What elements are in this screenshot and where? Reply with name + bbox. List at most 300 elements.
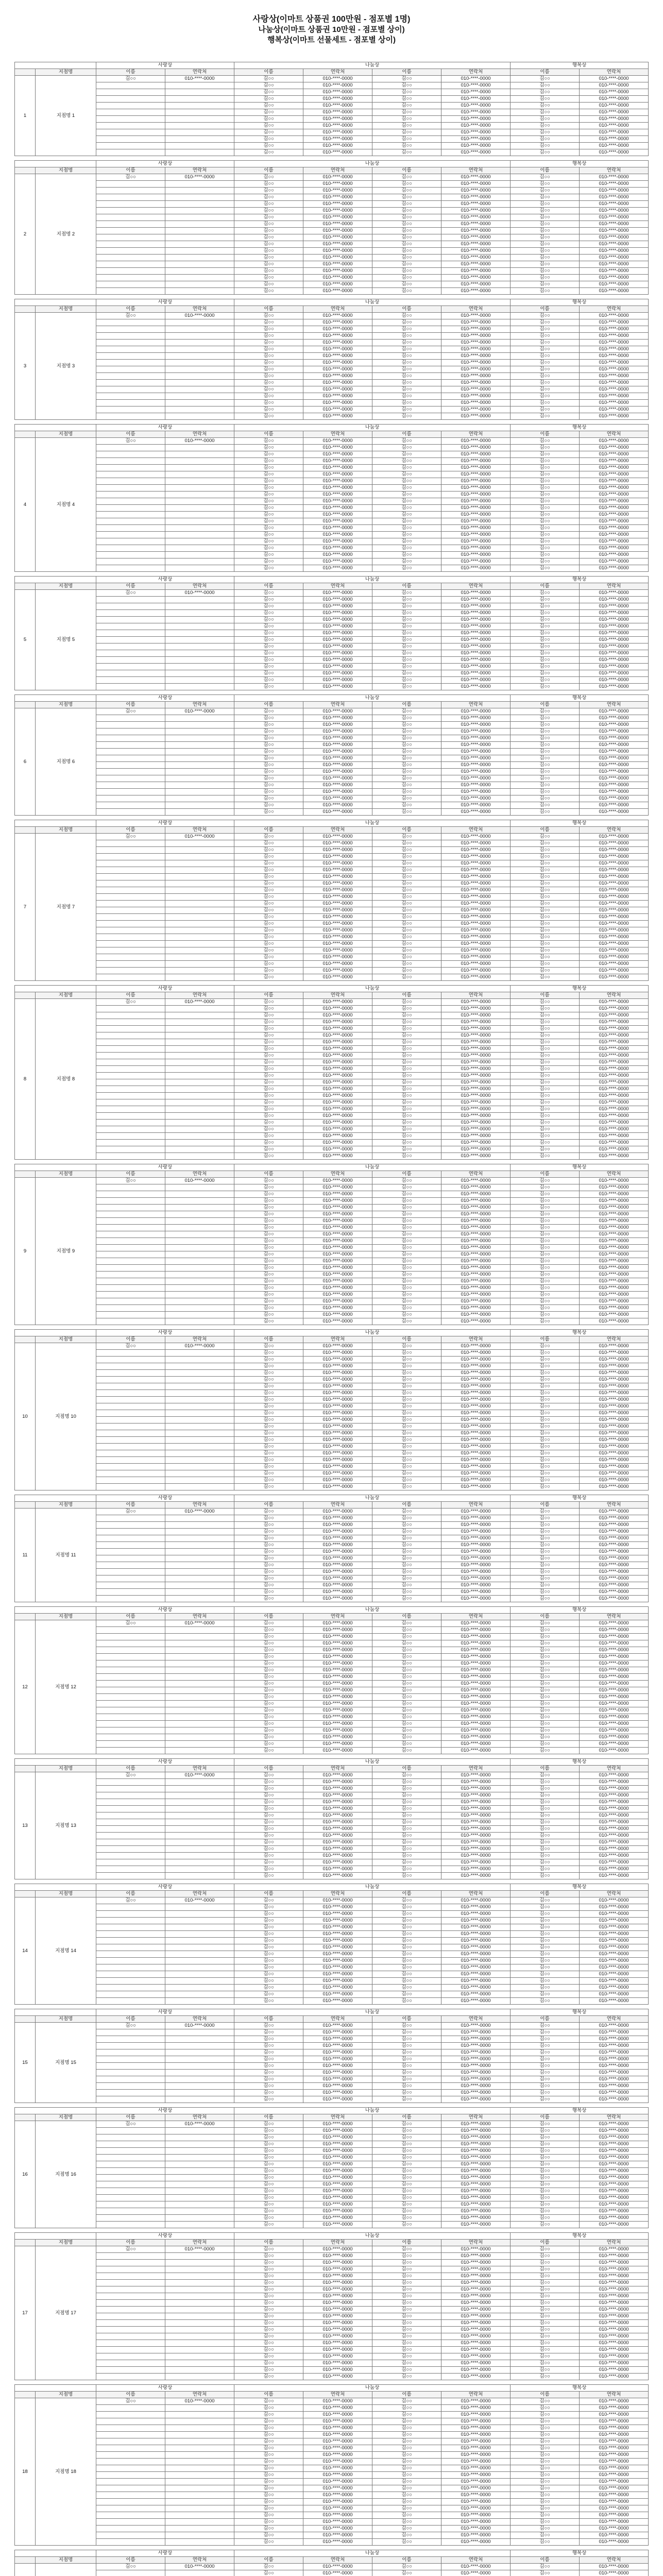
winner-phone: 010-****-0000 <box>303 326 372 333</box>
winner-name <box>96 2181 165 2188</box>
section-region: 지점명 10 <box>36 1343 96 1490</box>
winner-phone <box>165 860 234 867</box>
winner-phone: 010-****-0000 <box>580 1006 649 1012</box>
winner-name <box>96 2320 165 2327</box>
winner-phone: 010-****-0000 <box>580 143 649 149</box>
winner-phone: 010-****-0000 <box>303 1457 372 1464</box>
winner-name <box>96 275 165 281</box>
winner-phone <box>165 1285 234 1292</box>
table-row <box>15 1681 649 1687</box>
table-row <box>15 921 649 927</box>
winner-name: 김○○ <box>234 1039 303 1046</box>
table-row <box>15 2333 649 2340</box>
col-header-name: 이름 <box>372 167 441 174</box>
winner-phone <box>165 755 234 762</box>
winner-name: 김○○ <box>511 512 580 518</box>
winner-phone: 010-****-0000 <box>303 1272 372 1278</box>
table-row <box>15 1126 649 1133</box>
winner-phone: 010-****-0000 <box>580 1146 649 1153</box>
winner-name: 김○○ <box>372 326 441 333</box>
winner-name <box>96 1687 165 1694</box>
winner-name <box>96 1748 165 1754</box>
winner-name <box>96 1099 165 1106</box>
winner-name: 김○○ <box>234 2286 303 2293</box>
col-header-phone: 연락처 <box>165 827 234 834</box>
winner-phone <box>165 485 234 492</box>
winner-name: 김○○ <box>234 518 303 525</box>
winner-phone: 010-****-0000 <box>441 1423 511 1430</box>
winner-name: 김○○ <box>511 749 580 755</box>
winner-phone: 010-****-0000 <box>303 76 372 82</box>
winner-phone: 010-****-0000 <box>303 1866 372 1873</box>
winner-name: 김○○ <box>511 366 580 373</box>
winner-phone: 010-****-0000 <box>441 1146 511 1153</box>
winner-phone: 010-****-0000 <box>441 485 511 492</box>
winner-name <box>96 1120 165 1126</box>
winner-name: 김○○ <box>511 1654 580 1660</box>
winner-phone: 010-****-0000 <box>580 961 649 968</box>
winner-name: 김○○ <box>234 1272 303 1278</box>
group-header-share: 나눔상 <box>234 1759 511 1766</box>
winner-name <box>96 1191 165 1198</box>
winner-name: 김○○ <box>234 255 303 261</box>
winner-name: 김○○ <box>511 1470 580 1477</box>
col-header-name: 이름 <box>234 702 303 708</box>
winner-name: 김○○ <box>511 275 580 281</box>
winner-name <box>96 2374 165 2380</box>
winner-name: 김○○ <box>372 201 441 208</box>
winner-name: 김○○ <box>372 1211 441 1218</box>
col-header-phone: 연락처 <box>580 431 649 438</box>
winner-phone: 010-****-0000 <box>441 1931 511 1938</box>
winner-name: 김○○ <box>372 1634 441 1640</box>
winner-name: 김○○ <box>372 400 441 406</box>
winner-phone <box>165 2155 234 2161</box>
winner-name: 김○○ <box>96 1897 165 1904</box>
winner-phone: 010-****-0000 <box>580 1211 649 1218</box>
winner-phone: 010-****-0000 <box>580 2161 649 2168</box>
winner-phone: 010-****-0000 <box>303 319 372 326</box>
winner-phone: 010-****-0000 <box>441 1377 511 1383</box>
winner-phone <box>165 380 234 386</box>
winner-phone: 010-****-0000 <box>580 1066 649 1073</box>
winner-name: 김○○ <box>234 1026 303 1032</box>
table-row <box>15 2438 649 2445</box>
winner-name: 김○○ <box>372 1727 441 1734</box>
winner-phone: 010-****-0000 <box>580 1099 649 1106</box>
winner-phone <box>165 214 234 221</box>
winner-phone: 010-****-0000 <box>303 1403 372 1410</box>
winner-name: 김○○ <box>511 867 580 874</box>
winner-phone: 010-****-0000 <box>580 1397 649 1403</box>
winner-name <box>96 1211 165 1218</box>
winner-phone: 010-****-0000 <box>441 2499 511 2505</box>
winner-name <box>96 2539 165 2546</box>
winner-phone: 010-****-0000 <box>580 762 649 769</box>
winner-phone: 010-****-0000 <box>303 492 372 498</box>
table-row <box>15 1390 649 1397</box>
winner-phone <box>165 2056 234 2063</box>
group-header-blank <box>15 695 96 702</box>
winner-phone <box>165 386 234 393</box>
winner-phone: 010-****-0000 <box>441 386 511 393</box>
winner-phone: 010-****-0000 <box>580 1734 649 1741</box>
winner-name: 김○○ <box>372 2367 441 2374</box>
table-row <box>15 961 649 968</box>
winner-phone: 010-****-0000 <box>441 174 511 181</box>
winner-phone: 010-****-0000 <box>441 1444 511 1450</box>
winner-name <box>96 373 165 380</box>
winner-name: 김○○ <box>234 894 303 901</box>
table-row <box>15 471 649 478</box>
winner-phone: 010-****-0000 <box>303 174 372 181</box>
table-row <box>15 2168 649 2175</box>
winner-phone: 010-****-0000 <box>303 670 372 677</box>
winner-name: 김○○ <box>372 188 441 194</box>
winner-name: 김○○ <box>372 834 441 840</box>
winner-name <box>96 840 165 847</box>
winner-phone: 010-****-0000 <box>441 1660 511 1667</box>
winner-name: 김○○ <box>511 1515 580 1522</box>
winner-name: 김○○ <box>511 1924 580 1931</box>
winner-phone <box>165 1245 234 1251</box>
winner-name: 김○○ <box>511 174 580 181</box>
table-row <box>15 319 649 326</box>
winner-name <box>96 1012 165 1019</box>
winner-name <box>96 1073 165 1079</box>
group-header-love: 사랑상 <box>96 986 234 992</box>
winner-name: 김○○ <box>372 1238 441 1245</box>
section-region: 지점명 18 <box>36 2398 96 2546</box>
winner-phone: 010-****-0000 <box>441 2208 511 2215</box>
winner-name: 김○○ <box>511 954 580 961</box>
winner-phone: 010-****-0000 <box>580 1126 649 1133</box>
table-row <box>15 1897 649 1904</box>
col-header-name: 이름 <box>372 1171 441 1178</box>
winner-phone: 010-****-0000 <box>303 1410 372 1417</box>
winner-phone: 010-****-0000 <box>580 82 649 89</box>
winner-name: 김○○ <box>234 2398 303 2405</box>
winner-phone: 010-****-0000 <box>303 2532 372 2539</box>
col-header-name: 이름 <box>372 306 441 313</box>
winner-name: 김○○ <box>234 326 303 333</box>
winner-phone: 010-****-0000 <box>580 1786 649 1792</box>
winner-name: 김○○ <box>372 1833 441 1839</box>
section-region: 지점명 3 <box>36 313 96 420</box>
winner-phone: 010-****-0000 <box>303 1377 372 1383</box>
winner-name: 김○○ <box>234 809 303 816</box>
winner-phone: 010-****-0000 <box>303 1786 372 1792</box>
table-row <box>15 2222 649 2228</box>
winner-phone <box>165 1153 234 1160</box>
winner-phone: 010-****-0000 <box>580 2195 649 2201</box>
winner-phone: 010-****-0000 <box>580 1258 649 1265</box>
table-row <box>15 1484 649 1490</box>
winner-name: 김○○ <box>96 2398 165 2405</box>
winner-phone: 010-****-0000 <box>580 1569 649 1575</box>
winner-name: 김○○ <box>234 1846 303 1853</box>
winner-name <box>96 854 165 860</box>
winner-phone <box>165 2286 234 2293</box>
winner-name: 김○○ <box>511 340 580 346</box>
winner-name: 김○○ <box>234 2161 303 2168</box>
table-row <box>15 261 649 268</box>
winner-phone: 010-****-0000 <box>441 1032 511 1039</box>
winner-phone <box>165 894 234 901</box>
table-row <box>15 1278 649 1285</box>
group-header-blank <box>15 2385 96 2392</box>
col-header-phone: 연락처 <box>441 992 511 999</box>
winner-name: 김○○ <box>234 1562 303 1569</box>
winner-phone: 010-****-0000 <box>441 742 511 749</box>
winner-phone: 010-****-0000 <box>441 512 511 518</box>
table-row <box>15 228 649 234</box>
winner-phone: 010-****-0000 <box>441 1357 511 1363</box>
col-header-blank <box>15 1502 36 1509</box>
winner-phone: 010-****-0000 <box>441 880 511 887</box>
winner-phone <box>165 143 234 149</box>
winner-name: 김○○ <box>372 2353 441 2360</box>
winner-name: 김○○ <box>511 2188 580 2195</box>
winner-phone: 010-****-0000 <box>580 887 649 894</box>
table-row <box>15 1312 649 1318</box>
winner-phone: 010-****-0000 <box>303 643 372 650</box>
winner-phone: 010-****-0000 <box>303 2472 372 2479</box>
table-row <box>15 2096 649 2103</box>
winner-phone: 010-****-0000 <box>303 552 372 558</box>
winner-name: 김○○ <box>372 116 441 123</box>
winner-name <box>96 2519 165 2526</box>
winner-name: 김○○ <box>511 1873 580 1879</box>
winner-phone: 010-****-0000 <box>580 1093 649 1099</box>
winner-phone: 010-****-0000 <box>441 103 511 109</box>
winner-phone <box>165 1944 234 1951</box>
winner-name: 김○○ <box>511 1191 580 1198</box>
table-row <box>15 1535 649 1542</box>
table-row <box>15 2043 649 2049</box>
winner-phone: 010-****-0000 <box>580 340 649 346</box>
winner-phone <box>165 1873 234 1879</box>
table-row <box>15 742 649 749</box>
winner-name: 김○○ <box>234 1298 303 1305</box>
winner-phone: 010-****-0000 <box>441 1079 511 1086</box>
group-header-share: 나눔상 <box>234 695 511 702</box>
winner-name: 김○○ <box>234 2499 303 2505</box>
winner-name: 김○○ <box>372 1343 441 1350</box>
winner-phone: 010-****-0000 <box>165 76 234 82</box>
winner-phone <box>165 1911 234 1918</box>
winner-phone: 010-****-0000 <box>580 313 649 319</box>
winner-name: 김○○ <box>372 1509 441 1515</box>
winner-phone: 010-****-0000 <box>580 1198 649 1205</box>
group-header-blank <box>15 577 96 583</box>
winner-phone <box>165 518 234 525</box>
winner-name: 김○○ <box>96 2246 165 2253</box>
winner-phone: 010-****-0000 <box>580 2479 649 2485</box>
winner-phone: 010-****-0000 <box>441 1819 511 1826</box>
winner-phone: 010-****-0000 <box>165 313 234 319</box>
winner-phone: 010-****-0000 <box>580 2512 649 2519</box>
table-row <box>15 999 649 1006</box>
column-header-row <box>15 1502 649 1509</box>
col-header-phone: 연락처 <box>303 1171 372 1178</box>
col-header-blank <box>15 827 36 834</box>
winner-name <box>96 2070 165 2076</box>
winner-phone: 010-****-0000 <box>580 1272 649 1278</box>
winner-phone: 010-****-0000 <box>580 465 649 471</box>
winner-name: 김○○ <box>511 438 580 445</box>
winner-phone <box>165 360 234 366</box>
table-row <box>15 2313 649 2320</box>
winner-name <box>96 1258 165 1265</box>
winner-name: 김○○ <box>96 834 165 840</box>
table-row <box>15 2181 649 2188</box>
winner-name: 김○○ <box>372 894 441 901</box>
winner-phone: 010-****-0000 <box>580 2273 649 2280</box>
winner-phone: 010-****-0000 <box>580 552 649 558</box>
winner-phone: 010-****-0000 <box>303 2564 372 2570</box>
winner-name: 김○○ <box>234 670 303 677</box>
winner-phone: 010-****-0000 <box>580 802 649 809</box>
winner-phone: 010-****-0000 <box>441 1978 511 1985</box>
winner-phone: 010-****-0000 <box>580 907 649 914</box>
winner-phone <box>165 1006 234 1012</box>
col-header-name: 이름 <box>234 1502 303 1509</box>
winner-phone <box>165 1272 234 1278</box>
winner-phone: 010-****-0000 <box>441 518 511 525</box>
winner-phone: 010-****-0000 <box>441 617 511 623</box>
col-header-name: 이름 <box>372 1336 441 1343</box>
winner-name: 김○○ <box>372 1904 441 1911</box>
col-header-phone: 연락처 <box>441 2240 511 2246</box>
winner-name: 김○○ <box>372 2418 441 2425</box>
winner-phone: 010-****-0000 <box>303 261 372 268</box>
winner-name: 김○○ <box>511 2161 580 2168</box>
winner-name: 김○○ <box>511 353 580 360</box>
winner-phone: 010-****-0000 <box>580 281 649 288</box>
col-header-phone: 연락처 <box>165 2016 234 2023</box>
winner-phone: 010-****-0000 <box>580 1575 649 1582</box>
col-header-region: 지점명 <box>36 2114 96 2121</box>
winner-phone <box>165 2215 234 2222</box>
winner-phone: 010-****-0000 <box>303 1846 372 1853</box>
winner-phone: 010-****-0000 <box>441 2445 511 2452</box>
winner-phone: 010-****-0000 <box>441 194 511 201</box>
winner-phone: 010-****-0000 <box>441 2367 511 2374</box>
table-row <box>15 2432 649 2438</box>
winner-name: 김○○ <box>234 677 303 684</box>
winner-name: 김○○ <box>234 907 303 914</box>
winner-name: 김○○ <box>372 742 441 749</box>
winner-phone <box>165 1866 234 1873</box>
winner-name: 김○○ <box>511 1410 580 1417</box>
table-row <box>15 458 649 465</box>
section-region: 지점명 6 <box>36 708 96 816</box>
winner-phone: 010-****-0000 <box>441 1924 511 1931</box>
winner-name: 김○○ <box>372 1911 441 1918</box>
winners-section-table <box>14 62 649 156</box>
winner-phone: 010-****-0000 <box>580 438 649 445</box>
winner-name: 김○○ <box>372 261 441 268</box>
winner-phone: 010-****-0000 <box>441 1727 511 1734</box>
winner-name: 김○○ <box>372 2492 441 2499</box>
table-row <box>15 478 649 485</box>
winner-phone <box>165 498 234 505</box>
winner-name <box>96 1542 165 1549</box>
winner-name <box>96 1457 165 1464</box>
winner-name: 김○○ <box>234 1370 303 1377</box>
winner-phone: 010-****-0000 <box>441 109 511 116</box>
winner-phone <box>165 2532 234 2539</box>
winner-name: 김○○ <box>511 2280 580 2286</box>
winner-phone: 010-****-0000 <box>441 228 511 234</box>
winner-name: 김○○ <box>511 2168 580 2175</box>
winner-phone: 010-****-0000 <box>580 445 649 451</box>
winner-name: 김○○ <box>234 2472 303 2479</box>
winner-name: 김○○ <box>511 1265 580 1272</box>
winner-phone: 010-****-0000 <box>303 2459 372 2465</box>
winner-name: 김○○ <box>372 2036 441 2043</box>
winner-phone: 010-****-0000 <box>580 749 649 755</box>
winner-name: 김○○ <box>511 1146 580 1153</box>
winner-phone: 010-****-0000 <box>303 1032 372 1039</box>
winner-phone: 010-****-0000 <box>441 941 511 947</box>
winner-phone: 010-****-0000 <box>580 934 649 941</box>
table-row <box>15 1218 649 1225</box>
table-row <box>15 657 649 664</box>
winner-name: 김○○ <box>511 2056 580 2063</box>
winner-name: 김○○ <box>511 2340 580 2347</box>
winner-name <box>96 2029 165 2036</box>
winner-phone: 010-****-0000 <box>303 1812 372 1819</box>
section-region: 지점명 1 <box>36 76 96 156</box>
group-header-share: 나눔상 <box>234 986 511 992</box>
group-header-row <box>15 62 649 69</box>
table-row <box>15 2505 649 2512</box>
table-row <box>15 129 649 136</box>
winner-name: 김○○ <box>234 498 303 505</box>
winner-phone <box>165 735 234 742</box>
winner-phone: 010-****-0000 <box>580 505 649 512</box>
col-header-region: 지점명 <box>36 431 96 438</box>
col-header-name: 이름 <box>234 827 303 834</box>
table-row <box>15 1477 649 1484</box>
winner-name: 김○○ <box>372 1596 441 1602</box>
table-row <box>15 1918 649 1924</box>
table-row <box>15 769 649 775</box>
winner-name: 김○○ <box>234 2208 303 2215</box>
winner-name: 김○○ <box>511 1370 580 1377</box>
group-header-love: 사랑상 <box>96 2009 234 2016</box>
winner-name: 김○○ <box>511 769 580 775</box>
col-header-name: 이름 <box>96 2016 165 2023</box>
winners-section-table <box>14 694 649 816</box>
col-header-phone: 연락처 <box>165 431 234 438</box>
winner-name: 김○○ <box>234 2418 303 2425</box>
winner-name: 김○○ <box>372 545 441 552</box>
winner-phone: 010-****-0000 <box>303 1674 372 1681</box>
winner-phone: 010-****-0000 <box>580 2208 649 2215</box>
winner-phone <box>165 1694 234 1701</box>
winner-name: 김○○ <box>234 789 303 795</box>
winner-name: 김○○ <box>511 1944 580 1951</box>
winner-name: 김○○ <box>234 2485 303 2492</box>
winner-phone: 010-****-0000 <box>303 1390 372 1397</box>
winner-name: 김○○ <box>234 1211 303 1218</box>
winner-name: 김○○ <box>234 1569 303 1575</box>
winner-phone: 010-****-0000 <box>303 194 372 201</box>
winner-name <box>96 2063 165 2070</box>
